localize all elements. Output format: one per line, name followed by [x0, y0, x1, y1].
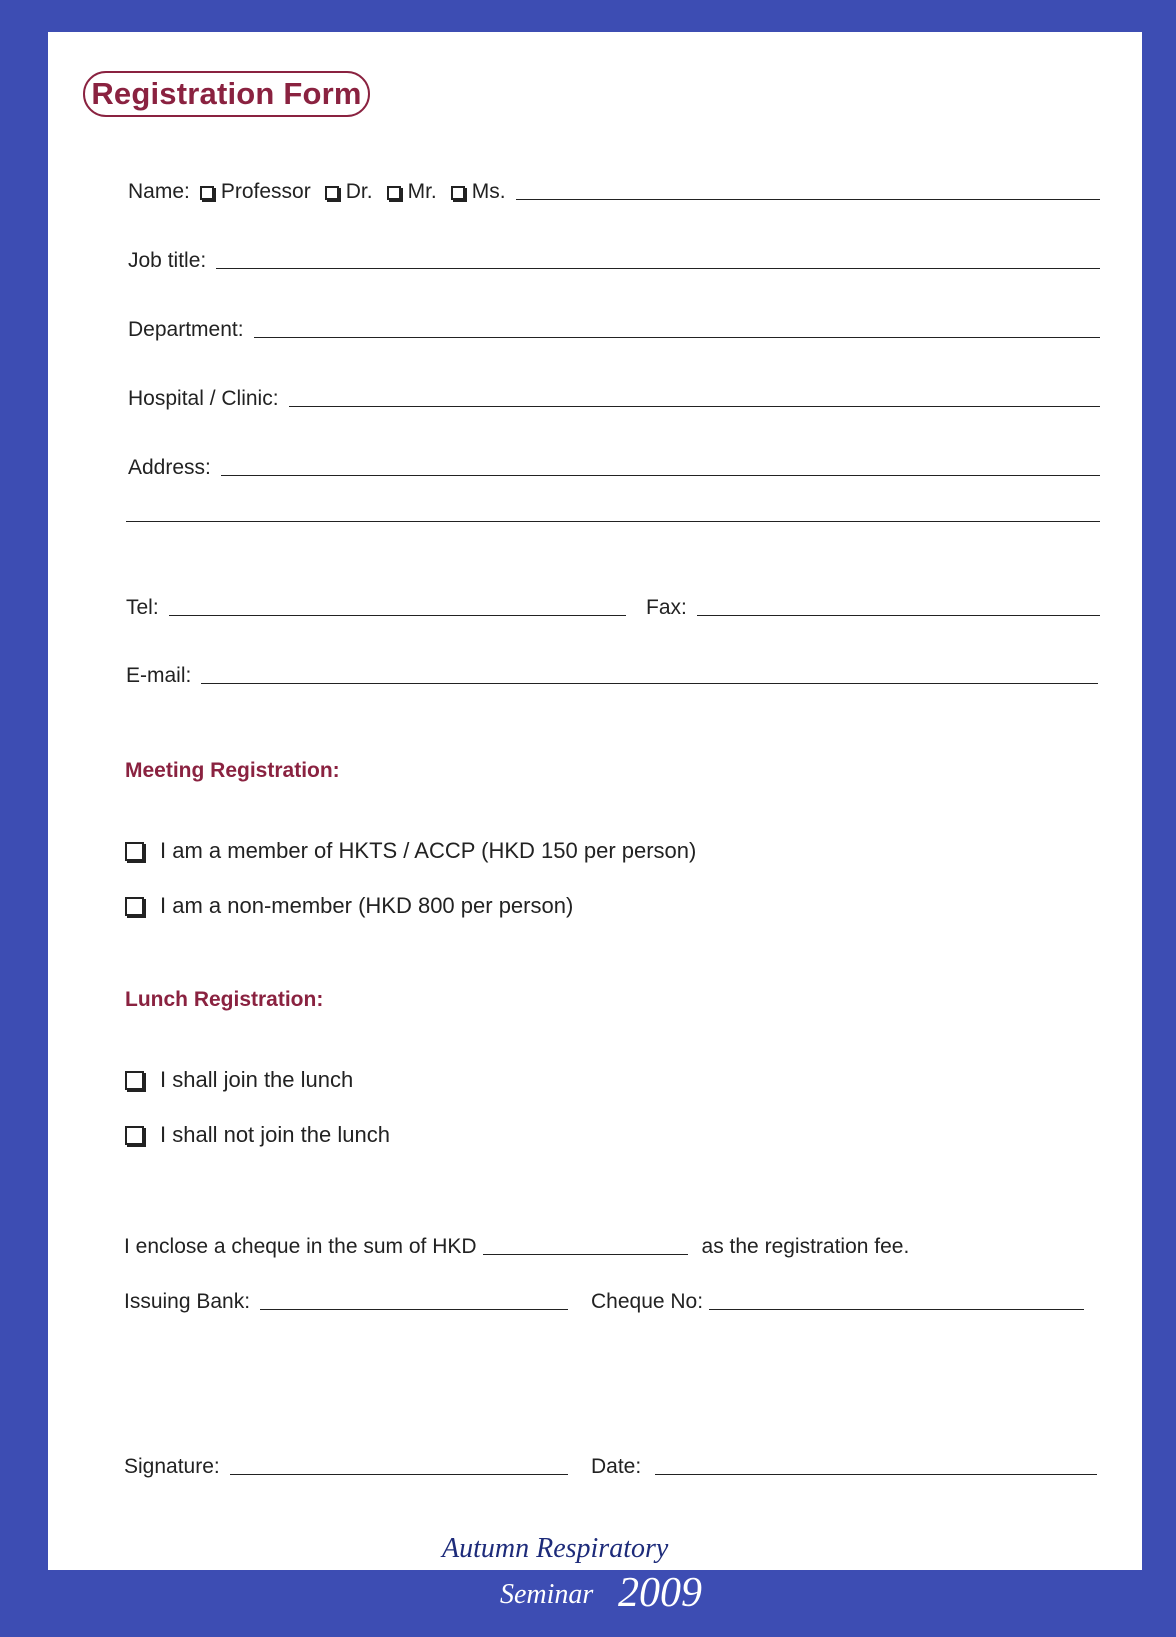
address-row	[128, 456, 1100, 480]
title-option-label: Ms.	[471, 180, 506, 203]
fax-field[interactable]	[697, 614, 1100, 616]
fax-row	[646, 596, 1100, 620]
address-field-line-2[interactable]	[126, 520, 1100, 522]
checkbox-icon[interactable]	[125, 1126, 144, 1145]
tel-label: Tel:	[126, 596, 159, 619]
checkbox-icon[interactable]	[451, 186, 465, 200]
email-row	[126, 664, 1098, 688]
footer-line-1: Autumn Respiratory	[442, 1533, 669, 1564]
name-row	[128, 180, 1100, 204]
department-row	[128, 318, 1100, 342]
signature-label: Signature:	[124, 1455, 220, 1478]
issuing-bank-label: Issuing Bank:	[124, 1290, 251, 1313]
cheque-no-label: Cheque No:	[591, 1290, 704, 1313]
tel-row	[126, 596, 626, 620]
hospital-label: Hospital / Clinic:	[128, 387, 279, 410]
meeting-registration-heading: Meeting Registration:	[125, 759, 340, 782]
meeting-option-label: I am a member of HKTS / ACCP (HKD 150 per person)	[160, 838, 697, 863]
lunch-option-not-join[interactable]	[125, 1122, 390, 1148]
checkbox-icon[interactable]	[125, 1071, 144, 1090]
email-field[interactable]	[201, 682, 1098, 684]
checkbox-icon[interactable]	[387, 186, 401, 200]
address-field[interactable]	[221, 474, 1100, 476]
checkbox-icon[interactable]	[325, 186, 339, 200]
footer-year: 2009	[618, 1570, 702, 1616]
title-option-label: Professor	[220, 180, 311, 203]
title-option-label: Mr.	[407, 180, 437, 203]
checkbox-icon[interactable]	[125, 842, 144, 861]
job-title-row	[128, 249, 1100, 273]
lunch-option-label: I shall join the lunch	[160, 1067, 354, 1092]
email-label: E-mail:	[126, 664, 192, 687]
lunch-registration-heading: Lunch Registration:	[125, 988, 324, 1011]
name-field[interactable]	[516, 198, 1100, 200]
date-row	[591, 1455, 1097, 1479]
department-label: Department:	[128, 318, 244, 341]
checkbox-icon[interactable]	[200, 186, 214, 200]
title-option-dr[interactable]	[325, 180, 373, 204]
form-title: Registration Form	[83, 71, 370, 117]
signature-row	[124, 1455, 568, 1479]
tel-field[interactable]	[169, 614, 626, 616]
title-option-professor[interactable]	[200, 180, 311, 204]
signature-field[interactable]	[230, 1473, 568, 1475]
address-row-2	[118, 520, 1100, 526]
issuing-bank-row	[124, 1290, 568, 1314]
name-label: Name:	[128, 180, 190, 203]
title-option-mr[interactable]	[387, 180, 437, 204]
fax-label: Fax:	[646, 596, 687, 619]
cheque-prefix: I enclose a cheque in the sum of HKD	[124, 1235, 477, 1258]
department-field[interactable]	[254, 336, 1100, 338]
cheque-suffix: as the registration fee.	[701, 1235, 910, 1258]
meeting-option-non-member[interactable]	[125, 893, 573, 919]
title-option-label: Dr.	[345, 180, 373, 203]
issuing-bank-field[interactable]	[260, 1308, 568, 1310]
date-field[interactable]	[655, 1473, 1097, 1475]
meeting-option-label: I am a non-member (HKD 800 per person)	[160, 893, 574, 918]
lunch-option-label: I shall not join the lunch	[160, 1122, 390, 1147]
job-title-field[interactable]	[216, 267, 1100, 269]
address-label: Address:	[128, 456, 211, 479]
cheque-no-row	[591, 1290, 1084, 1314]
cheque-no-field[interactable]	[709, 1308, 1084, 1310]
cheque-amount-field[interactable]	[483, 1253, 688, 1255]
hospital-field[interactable]	[289, 405, 1100, 407]
meeting-option-member[interactable]	[125, 838, 696, 864]
hospital-row	[128, 387, 1100, 411]
checkbox-icon[interactable]	[125, 897, 144, 916]
lunch-option-join[interactable]	[125, 1067, 353, 1093]
cheque-row	[124, 1235, 909, 1259]
date-label: Date:	[591, 1455, 642, 1478]
footer-line-2: Seminar	[500, 1579, 594, 1610]
title-option-ms[interactable]	[451, 180, 506, 204]
job-title-label: Job title:	[128, 249, 207, 272]
